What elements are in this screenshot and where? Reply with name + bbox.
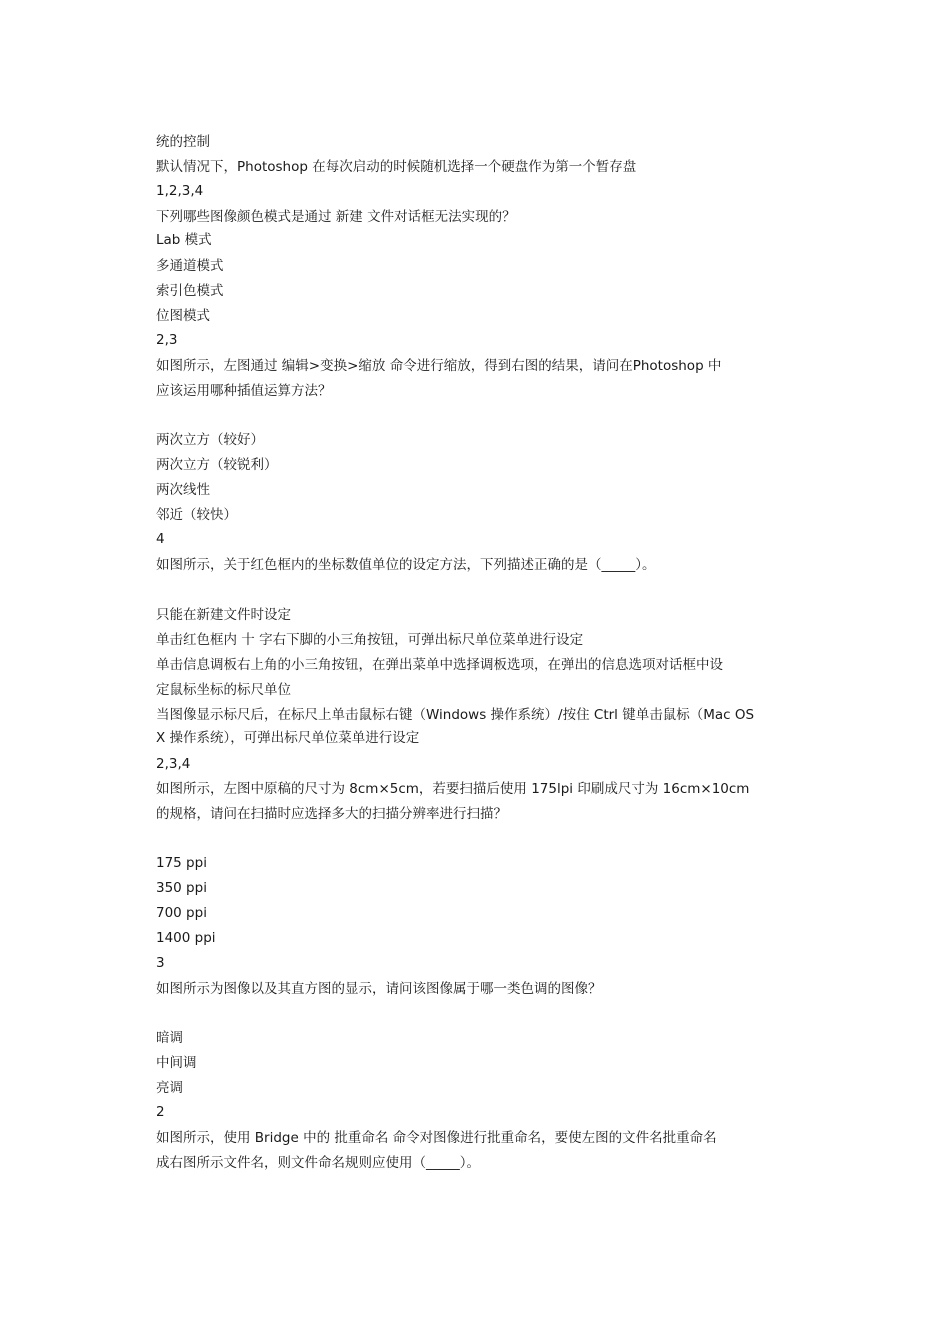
text-line: 两次立方（较好） <box>156 432 264 448</box>
text-line: 亮调 <box>156 1080 183 1096</box>
text-line: 中间调 <box>156 1055 197 1071</box>
text-line: 应该运用哪种插值运算方法？ <box>156 383 332 399</box>
text-line: 邻近（较快） <box>156 507 237 523</box>
text-line: 单击信息调板右上角的小三角按钮，在弹出菜单中选择调板选项，在弹出的信息选项对话框中设 <box>156 657 723 673</box>
text-line: 定鼠标坐标的标尺单位 <box>156 682 291 698</box>
text-line: 的规格，请问在扫描时应选择多大的扫描分辨率进行扫描？ <box>156 806 507 822</box>
text-line: 700 ppi <box>156 905 207 921</box>
text-line: 1,2,3,4 <box>156 183 204 199</box>
text-line: 如图所示，左图通过 编辑>变换>缩放 命令进行缩放，得到右图的结果，请问在Photoshop 中 <box>156 358 722 374</box>
text-line: 4 <box>156 531 165 547</box>
text-line: X 操作系统），可弹出标尺单位菜单进行设定 <box>156 730 420 746</box>
text-line: 索引色模式 <box>156 283 224 299</box>
text-line: 两次立方（较锐利） <box>156 457 278 473</box>
text-line: 350 ppi <box>156 880 207 896</box>
text-line: 如图所示为图像以及其直方图的显示，请问该图像属于哪一类色调的图像？ <box>156 981 602 997</box>
text-line: 175 ppi <box>156 855 207 871</box>
text-line: 3 <box>156 955 165 971</box>
text-line: 单击红色框内 十 字右下脚的小三角按钮，可弹出标尺单位菜单进行设定 <box>156 632 584 648</box>
text-line: 暗调 <box>156 1030 183 1046</box>
text-line: Lab 模式 <box>156 232 212 248</box>
text-line: 下列哪些图像颜色模式是通过 新建 文件对话框无法实现的？ <box>156 209 516 225</box>
text-line: 如图所示，关于红色框内的坐标数值单位的设定方法，下列描述正确的是（_____）。 <box>156 557 656 573</box>
text-line: 默认情况下，Photoshop 在每次启动的时候随机选择一个硬盘作为第一个暂存盘 <box>156 159 637 175</box>
text-line: 成右图所示文件名，则文件命名规则应使用（_____）。 <box>156 1155 480 1171</box>
text-line: 2,3 <box>156 332 178 348</box>
text-line: 多通道模式 <box>156 258 224 274</box>
text-line: 位图模式 <box>156 308 210 324</box>
text-line: 2 <box>156 1104 165 1120</box>
text-line: 当图像显示标尺后，在标尺上单击鼠标右键（Windows 操作系统）/按住 Ctrl 键单击鼠标（Mac OS <box>156 707 755 723</box>
text-line: 如图所示，使用 Bridge 中的 批重命名 命令对图像进行批重命名，要使左图的文件名批重命名 <box>156 1130 717 1146</box>
text-line: 两次线性 <box>156 482 210 498</box>
text-line: 2,3,4 <box>156 756 191 772</box>
text-line: 只能在新建文件时设定 <box>156 607 291 623</box>
text-line: 统的控制 <box>156 134 210 150</box>
text-line: 如图所示，左图中原稿的尺寸为 8cm×5cm，若要扫描后使用 175lpi 印刷成尺寸为 16cm×10cm <box>156 781 750 797</box>
text-line: 1400 ppi <box>156 930 216 946</box>
